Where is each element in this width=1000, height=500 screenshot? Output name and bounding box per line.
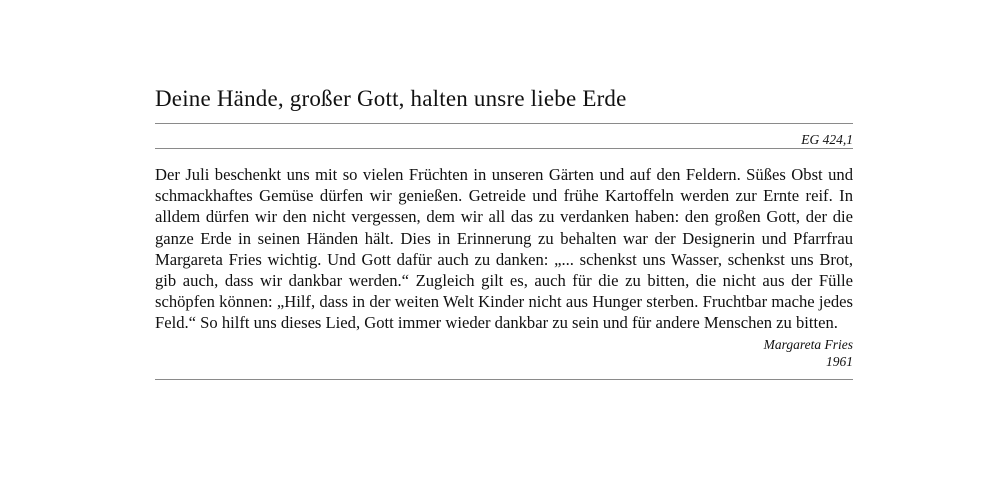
hymn-reference: EG 424,1	[801, 132, 853, 147]
page-title: Deine Hände, großer Gott, halten unsre liebe Erde	[155, 86, 627, 111]
reference-divider	[155, 148, 853, 149]
title-divider	[155, 123, 853, 124]
author-year: 1961	[826, 353, 853, 369]
author-name: Margareta Fries	[763, 336, 853, 352]
body-paragraph: Der Juli beschenkt uns mit so vielen Früchten in unseren Gärten und auf den Feldern. Süßes Obst und schmackhaftes Gemüse dürfen wir genießen. Getreide und frühe Kartoffeln werden zur Ernte reif. In alldem dürfen wir den nicht vergessen, dem wir all das zu verdanken haben: den großen Gott, der die ganze Erde in seinen Händen hält. Dies in Erinnerung zu behalten war der Designerin und Pfarrfrau Margareta Fries wichtig. Und Gott dafür auch zu danken: „... schenkst uns Wasser, schenkst uns Brot, gib auch, dass wir dankbar werden.“ Zugleich gilt es, auch für die zu bitten, die nicht aus der Fülle schöpfen können: „Hilf, dass in der weiten Welt Kinder nicht aus Hunger sterben. Fruchtbar mache jedes Feld.“ So hilft uns dieses Lied, Gott immer wieder dankbar zu sein und für andere Menschen zu bitten.	[155, 165, 853, 333]
document-page	[155, 84, 853, 380]
bottom-divider	[155, 379, 853, 380]
